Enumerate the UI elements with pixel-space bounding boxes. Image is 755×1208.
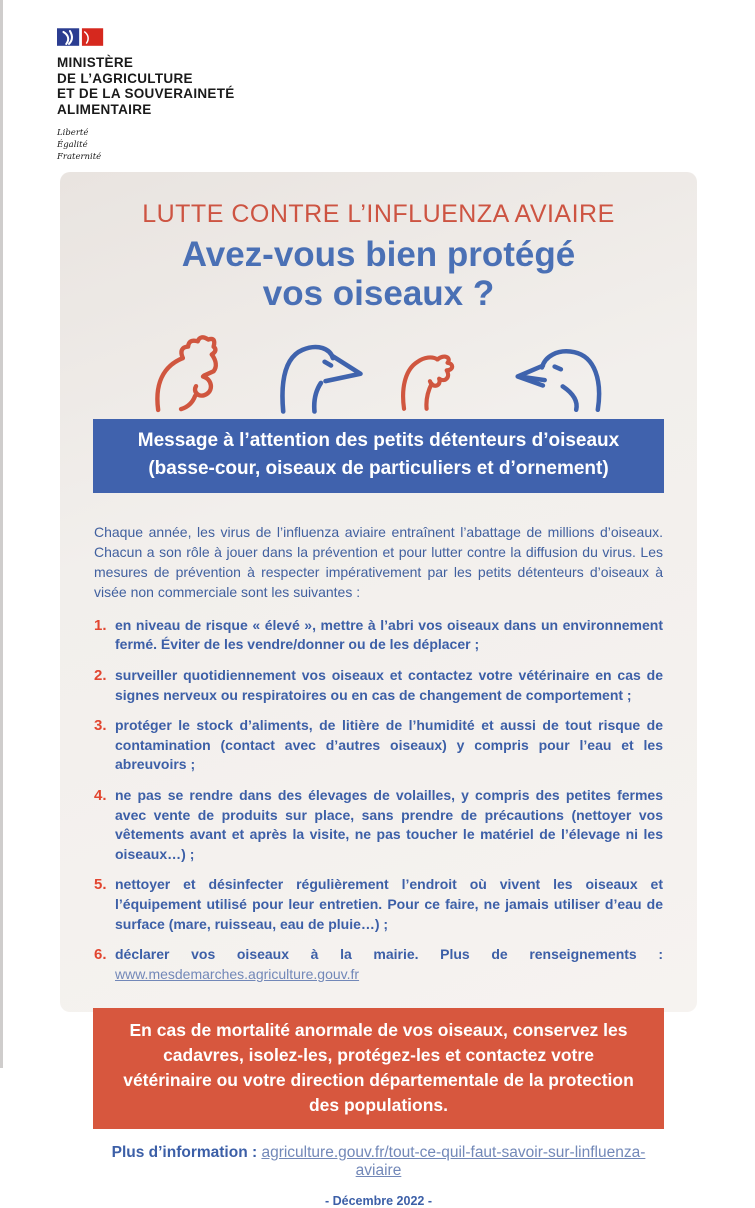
turkey-icon <box>394 327 486 417</box>
french-flag-logo-icon <box>57 27 105 48</box>
poster-title-line1: Avez-vous bien protégé <box>181 235 576 274</box>
ministry-name <box>57 55 235 118</box>
measure-number: 3. <box>94 717 107 735</box>
poster-kicker: LUTTE CONTRE L’INFLUENZA AVIAIRE <box>142 200 615 228</box>
mortality-alert-box: En cas de mortalité anormale de vos oiseaux, conservez les cadavres, isolez-les, protégez-les et contactez votre vétérinaire ou votre direction départementale de la protection des populations. <box>93 1008 664 1128</box>
measure-number: 6. <box>94 946 107 964</box>
audience-banner-line1: Message à l’attention des petits détenteurs d’oiseaux <box>137 430 620 452</box>
measure-item-2 <box>94 666 663 705</box>
duck-icon <box>508 327 612 417</box>
bird-illustrations <box>94 325 663 417</box>
measure-item-1 <box>94 616 663 655</box>
audience-banner-line2: (basse-cour, oiseaux de particuliers et d’ornement) <box>148 458 609 480</box>
measure-number: 2. <box>94 666 107 684</box>
chicken-icon <box>146 329 246 417</box>
measure-text: en niveau de risque « élevé », mettre à l’abri vos oiseaux dans un environnement fermé. Éviter de les vendre/donner ou de les déplacer ; <box>115 616 663 653</box>
measure-text-lead: déclarer vos oiseaux à la mairie. Plus de renseignements : <box>115 946 663 963</box>
audience-banner <box>93 419 664 492</box>
measure-number: 1. <box>94 616 107 634</box>
republic-motto <box>57 127 235 164</box>
gov-header <box>57 27 235 164</box>
mesdemarches-link[interactable]: www.mesdemarches.agriculture.gouv.fr <box>115 965 360 982</box>
ministry-name-line: DE L’AGRICULTURE <box>57 70 193 86</box>
ministry-name-line: MINISTÈRE <box>57 55 134 70</box>
measure-item-3 <box>94 716 663 775</box>
poster-title-line2: vos oiseaux ? <box>262 274 495 314</box>
measure-item-4 <box>94 786 663 864</box>
poster-title <box>94 235 663 313</box>
measure-text: nettoyer et désinfecter régulièrement l’endroit où vivent les oiseaux et l’équipement utilisé pour leur entretien. Pour ce faire, ne jamais utiliser d’eau de surface (mare, ruisseau, eau de pluie…) ; <box>115 876 663 932</box>
measure-text: surveiller quotidiennement vos oiseaux et contactez votre vétérinaire en cas de signes nerveux ou respiratoires ou en cas de changement de comportement ; <box>115 666 663 703</box>
agriculture-gouv-link[interactable]: agriculture.gouv.fr/tout-ce-quil-faut-savoir-sur-linfluenza-aviaire <box>261 1143 646 1179</box>
motto-line: Fraternité <box>57 152 102 163</box>
measure-text: protéger le stock d’aliments, de litière de l’humidité et aussi de tout risque de contamination (contact avec d’autres oiseaux) y compris pour l’eau et les abreuvoirs ; <box>115 717 663 773</box>
more-info-label: Plus d’information : <box>111 1143 258 1161</box>
window-edge <box>0 0 3 1068</box>
ministry-name-line: ET DE LA SOUVERAINETÉ <box>57 86 235 102</box>
measure-item-6 <box>94 945 663 984</box>
motto-line: Liberté <box>57 127 89 138</box>
measures-list <box>94 616 663 985</box>
goose-icon <box>268 325 372 417</box>
measure-number: 4. <box>94 786 107 804</box>
measure-text <box>115 945 663 984</box>
more-info-line <box>94 1144 663 1180</box>
measure-text: ne pas se rendre dans des élevages de volailles, y compris des petites fermes avec vente de produits sur place, sans prendre de précautions (nettoyer vos vêtements avant et après la visite, ne pas toucher le matériel de l’élevage ni les oiseaux…) ; <box>115 786 663 862</box>
motto-line: Égalité <box>57 139 88 150</box>
publication-date: - Décembre 2022 - <box>324 1193 432 1208</box>
intro-paragraph: Chaque année, les virus de l’influenza aviaire entraînent l’abattage de millions d’oiseaux. Chacun a son rôle à jouer dans la prévention et pour lutter contre la diffusion du virus. Les mesures de prévention à respecter impérativement par les petits détenteurs d’oiseaux à visée non commerciale sont les suivantes : <box>94 523 663 601</box>
measure-item-5 <box>94 875 663 934</box>
poster-card <box>60 172 697 1208</box>
ministry-name-line: ALIMENTAIRE <box>57 101 152 117</box>
measure-number: 5. <box>94 876 107 894</box>
